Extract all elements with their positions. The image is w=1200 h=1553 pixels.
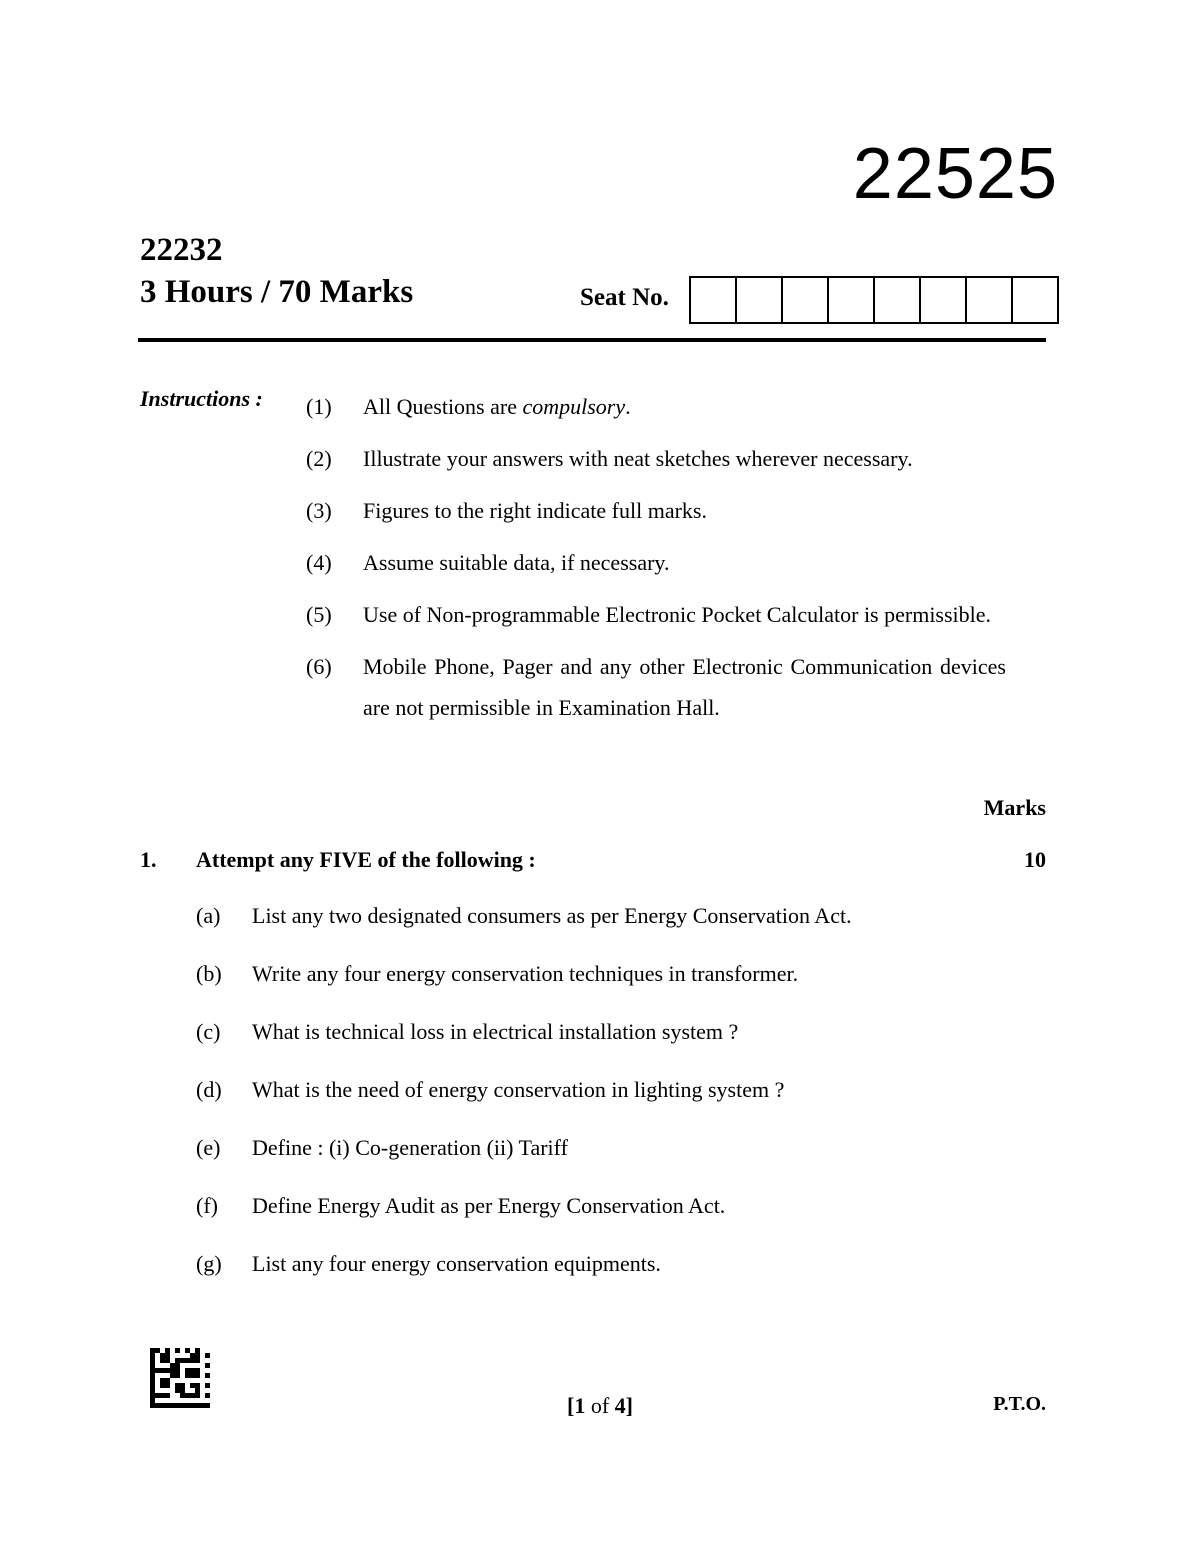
instruction-text: Mobile Phone, Pager and any other Electronic Communication devices are not permissible in Examination Hall.: [363, 654, 1006, 720]
instruction-number: (5): [306, 602, 332, 627]
subquestion-text: What is technical loss in electrical installation system ?: [252, 1019, 739, 1044]
instruction-item: [306, 386, 1006, 427]
instruction-text: Assume suitable data, if necessary.: [363, 550, 670, 575]
instruction-item: [306, 646, 1006, 728]
instruction-item: [306, 594, 1006, 635]
subquestion-item: [196, 960, 996, 988]
instructions-list: [306, 386, 1006, 739]
duration-marks: 3 Hours / 70 Marks: [140, 274, 414, 310]
paper-code: 22232: [140, 232, 223, 268]
page-number: [1 of 4]: [567, 1393, 633, 1418]
header-rule: [138, 338, 1046, 342]
subquestion-item: [196, 1018, 996, 1046]
subquestion-label: (d): [196, 1077, 222, 1102]
subquestion-text: What is the need of energy conservation in lighting system ?: [252, 1077, 785, 1102]
pto-label: P.T.O.: [993, 1393, 1046, 1415]
subquestion-list: [196, 902, 996, 1308]
instruction-number: (2): [306, 446, 332, 471]
subquestion-label: (c): [196, 1019, 221, 1044]
subquestion-text: Define : (i) Co-generation (ii) Tariff: [252, 1135, 568, 1160]
subquestion-item: [196, 1076, 996, 1104]
instruction-number: (4): [306, 550, 332, 575]
subquestion-item: [196, 1192, 996, 1220]
subquestion-text: Define Energy Audit as per Energy Conservation Act.: [252, 1193, 726, 1218]
instruction-text: Illustrate your answers with neat sketches wherever necessary.: [363, 446, 913, 471]
seat-box: [737, 278, 783, 322]
seat-box: [967, 278, 1013, 322]
subquestion-text: List any two designated consumers as per Energy Conservation Act.: [252, 903, 852, 928]
question-marks: 10: [1024, 847, 1046, 872]
instructions-label: Instructions :: [140, 386, 263, 411]
question-title: Attempt any FIVE of the following :: [196, 847, 536, 872]
subquestion-item: [196, 1250, 996, 1278]
seat-label: Seat No.: [580, 284, 669, 311]
instruction-text: Use of Non-programmable Electronic Pocket Calculator is permissible.: [363, 602, 992, 627]
instruction-text: Figures to the right indicate full marks.: [363, 498, 707, 523]
instruction-item: [306, 438, 1006, 479]
instruction-item: [306, 542, 1006, 583]
instruction-number: (1): [306, 394, 332, 419]
seat-box: [921, 278, 967, 322]
question-number: 1.: [140, 847, 157, 872]
subquestion-label: (e): [196, 1135, 221, 1160]
top-code: 22525: [852, 134, 1058, 214]
instruction-number: (6): [306, 654, 332, 679]
subquestion-label: (f): [196, 1193, 218, 1218]
subquestion-text: Write any four energy conservation techniques in transformer.: [252, 961, 799, 986]
seat-box: [783, 278, 829, 322]
subquestion-item: [196, 1134, 996, 1162]
seat-box: [1013, 278, 1057, 322]
marks-heading: Marks: [983, 795, 1046, 820]
subquestion-label: (b): [196, 961, 222, 986]
subquestion-text: List any four energy conservation equipments.: [252, 1251, 661, 1276]
subquestion-label: (g): [196, 1251, 222, 1276]
seat-box: [829, 278, 875, 322]
seat-box: [691, 278, 737, 322]
instruction-number: (3): [306, 498, 332, 523]
seat-box: [875, 278, 921, 322]
instruction-item: [306, 490, 1006, 531]
seat-number-boxes: [689, 276, 1059, 324]
subquestion-label: (a): [196, 903, 221, 928]
instruction-text: All Questions are compulsory.: [363, 394, 631, 419]
subquestion-item: [196, 902, 996, 930]
